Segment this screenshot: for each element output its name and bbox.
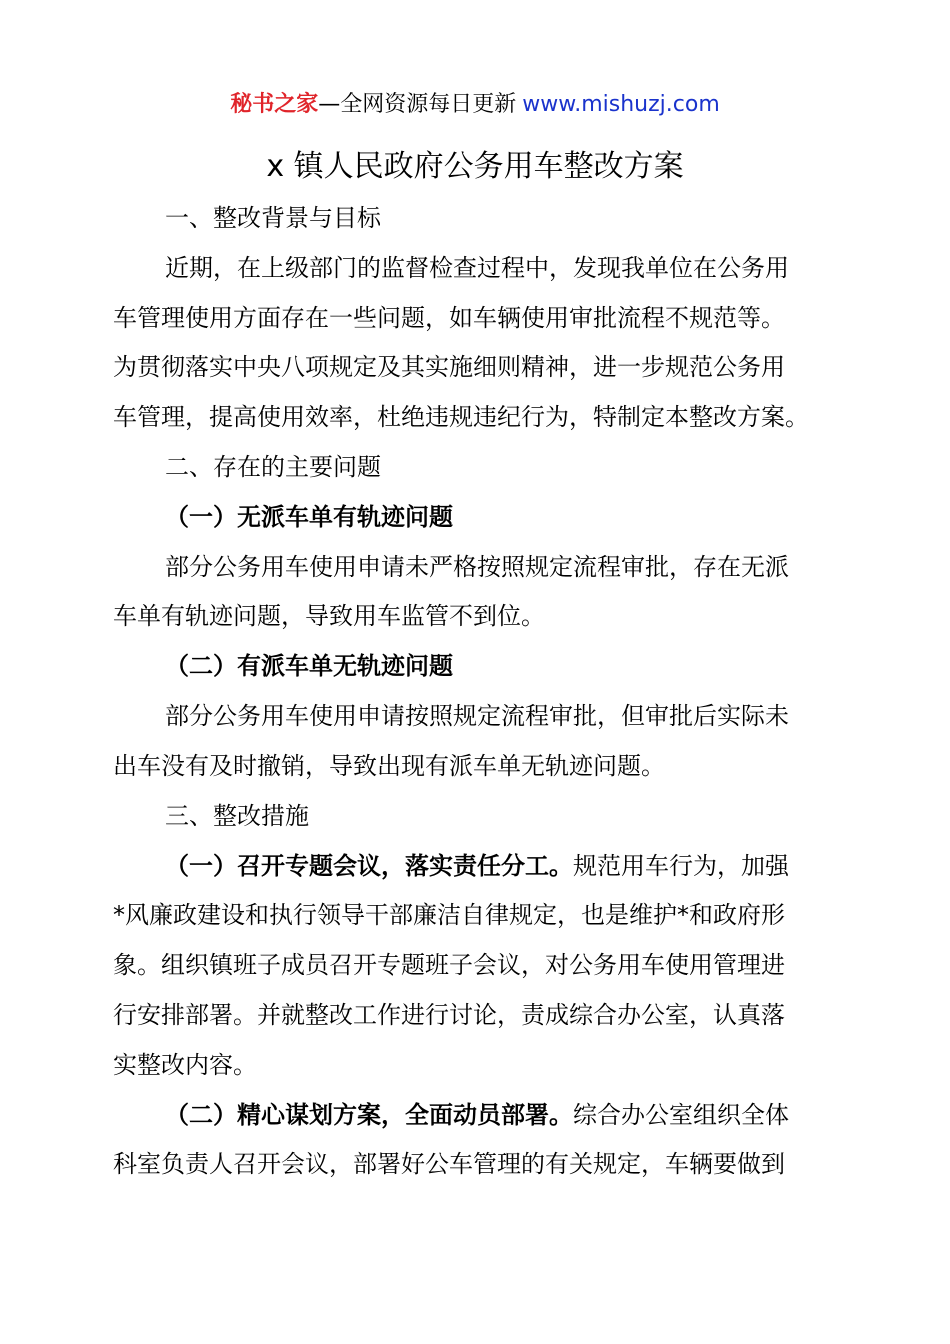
- paragraph-line: 车管理使用方面存在一些问题，如车辆使用审批流程不规范等。: [113, 304, 785, 332]
- measure-1-first-line: [165, 846, 789, 886]
- measure-2-text: 综合办公室组织全体: [573, 1101, 789, 1129]
- paragraph-line: 为贯彻落实中央八项规定及其实施细则精神，进一步规范公务用: [113, 353, 785, 381]
- paragraph-line: 部分公务用车使用申请未严格按照规定流程审批，存在无派: [165, 553, 789, 581]
- banner-slogan: 全网资源每日更新: [340, 92, 517, 117]
- measure-2-heading: （二）精心谋划方案，全面动员部署。: [165, 1101, 573, 1129]
- paragraph-line: 行安排部署。并就整改工作进行讨论，责成综合办公室，认真落: [113, 1001, 785, 1029]
- subheading-1: （一）无派车单有轨迹问题: [165, 503, 453, 531]
- document-title: x 镇人民政府公务用车整改方案: [266, 149, 684, 184]
- site-url-link[interactable]: www.mishuzj.com: [522, 92, 720, 117]
- site-banner: [0, 88, 950, 122]
- section-heading-3: 三、整改措施: [165, 802, 309, 830]
- measure-1-text: 规范用车行为，加强: [573, 852, 789, 880]
- paragraph-line: 车管理，提高使用效率，杜绝违规违纪行为，特制定本整改方案。: [113, 403, 809, 431]
- subheading-2: （二）有派车单无轨迹问题: [165, 652, 453, 680]
- paragraph-line: 出车没有及时撤销，导致出现有派车单无轨迹问题。: [113, 752, 665, 780]
- paragraph-line: 实整改内容。: [113, 1051, 257, 1079]
- paragraph-line: 近期，在上级部门的监督检查过程中，发现我单位在公务用: [165, 254, 789, 282]
- section-heading-1: 一、整改背景与目标: [165, 204, 381, 232]
- paragraph-line: *风廉政建设和执行领导干部廉洁自律规定，也是维护*和政府形: [113, 901, 785, 929]
- banner-dash: —: [318, 92, 341, 117]
- measure-2-first-line: [165, 1095, 789, 1135]
- brand-name: 秘书之家: [230, 92, 319, 117]
- section-heading-2: 二、存在的主要问题: [165, 453, 381, 481]
- measure-1-heading: （一）召开专题会议，落实责任分工。: [165, 852, 573, 880]
- paragraph-line: 车单有轨迹问题，导致用车监管不到位。: [113, 602, 545, 630]
- paragraph-line: 科室负责人召开会议，部署好公车管理的有关规定，车辆要做到: [113, 1150, 785, 1178]
- paragraph-line: 象。组织镇班子成员召开专题班子会议，对公务用车使用管理进: [113, 951, 785, 979]
- paragraph-line: 部分公务用车使用申请按照规定流程审批，但审批后实际未: [165, 702, 789, 730]
